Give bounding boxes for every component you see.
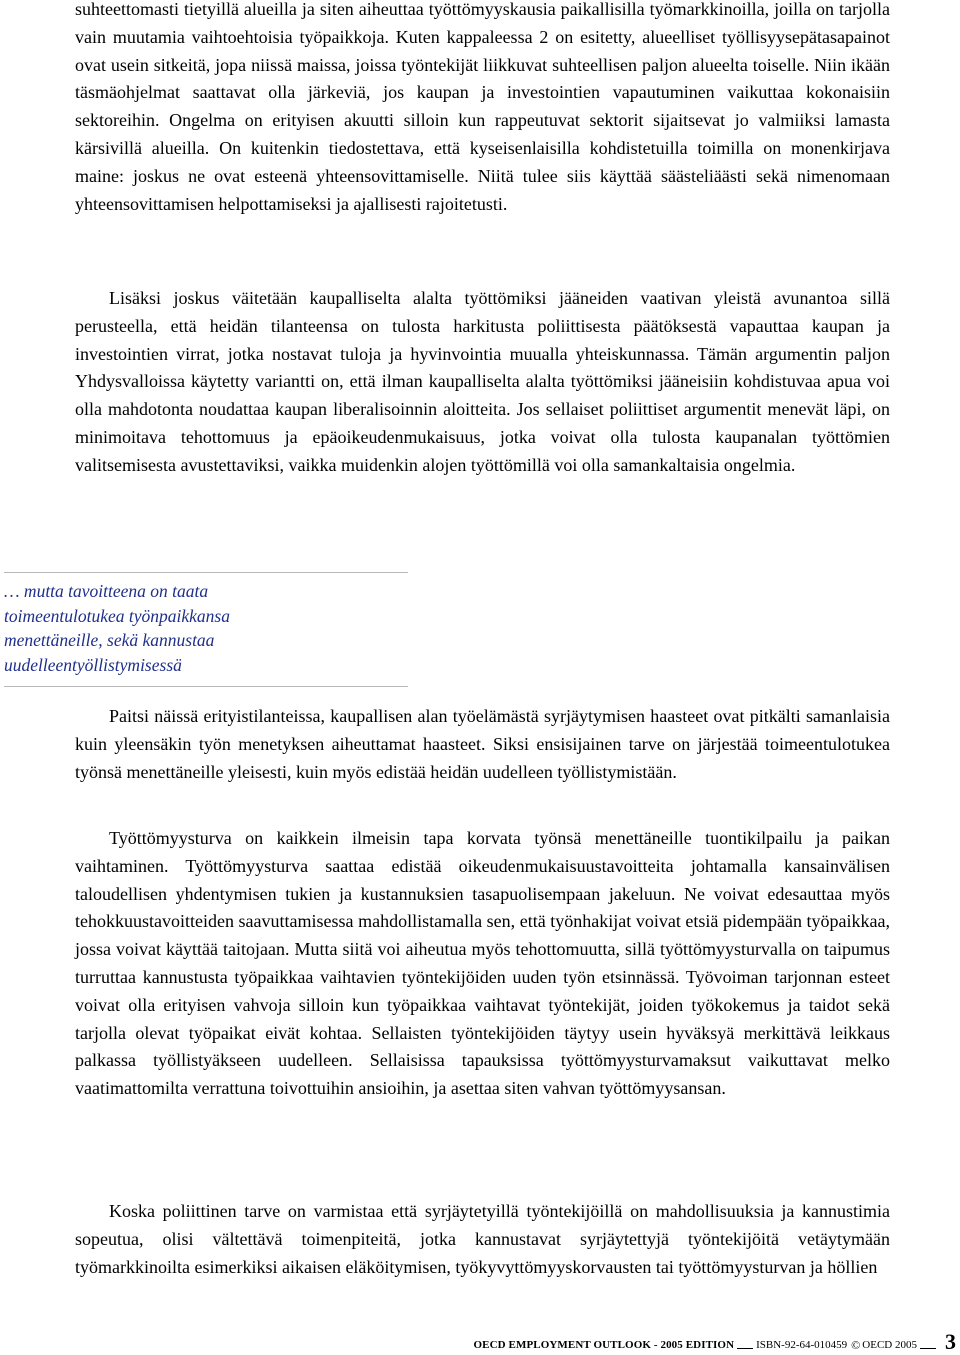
footer-isbn: ISBN-92-64-010459 [756,1339,848,1351]
paragraph-1-text: suhteettomasti tietyillä alueilla ja siten aiheuttaa työttömyyskausia paikallisilla työmarkkinoilla, joilla on tarjolla vain muutamia vaihtoehtoisia työpaikkoja. Kuten kappaleessa 2 on esitetty, alueelliset työllisyysepätasapainot ovat usein sitkeitä, jopa niissä maissa, joissa työntekijät liikkuvat suhteellisen paljon alueelta toiselle. Niin ikään täsmäohjelmat saattavat olla järkeviä, jos kaupan ja investointien vapautuminen vaikuttaa kokonaisiin sektoreihin. Ongelma on erityisen akuutti silloin kun rappeutuvat sektorit sijaitsevat jo valmiiksi lamasta kärsivillä alueilla. On kuitenkin tiedostettava, että kyseisenlaisilla kohdistetuilla toimilla on monenkirjava maine: joskus ne ovat esteenä yhteensovittamiselle. Niitä tulee siis käyttää säästeliäästi sekä nimenomaan yhteensovittamisen helpottamiseksi ja ajallisesti rajoitetusti. [75,0,890,214]
footer-copyright: OECD 2005 [862,1339,917,1351]
footer-separator [920,1348,936,1349]
margin-note-text: … mutta tavoitteena on taata toimeentulotukea työnpaikkansa menettäneille, sekä kannustaa uudelleentyöllistymisessä [4,581,230,675]
margin-note-top-rule [4,572,408,573]
copyright-icon: © [851,1338,861,1352]
paragraph-5-text: Koska poliittinen tarve on varmistaa että syrjäytetyillä työntekijöillä on mahdollisuuksia ja kannustimia sopeutua, olisi vältettävä toimenpiteitä, jotka kannustavat syrjäytettyjä työntekijöitä vetäytymään työmarkkinoilta esimerkiksi aikaisen eläköitymisen, työkyvyttömyyskorvausten tai työttömyysturvan ja höllien [75,1201,890,1277]
margin-note [4,572,408,687]
paragraph-3-text: Paitsi näissä erityistilanteissa, kaupallisen alan työelämästä syrjäytymisen haasteet ovat pitkälti samanlaisia kuin yleensäkin työn menetyksen aiheuttamat haasteet. Siksi ensisijainen tarve on järjestää toimeentulotukea työnsä menettäneille yleisesti, kuin myös edistää heidän uudelleen työllistymistään. [75,706,890,782]
paragraph-4 [75,825,890,1103]
paragraph-5 [75,1198,890,1281]
margin-note-bottom-rule [4,686,408,687]
paragraph-4-text: Työttömyysturva on kaikkein ilmeisin tapa korvata työnsä menettäneille tuontikilpailu ja paikan vaihtaminen. Työttömyysturva saattaa edistää oikeudenmukaisuustavoitteita johtamalla kansainvälisen taloudellisen yhdentymisen tukien ja kustannuksien tasapuolisempaan jakeluun. Ne voivat edesauttaa myös tehokkuustavoitteiden saavuttamisessa mahdollistamalla sen, että työnhakijat voivat etsiä pidempään työpaikkaa, jossa voivat käyttää taitojaan. Mutta siitä voi aiheutua myös tehottomuutta, sillä työttömyysturvalla on taipumus turruttaa kannustusta työpaikkaa vaihtavien työntekijöiden uuden työn etsinnässä. Työvoiman tarjonnan esteet voivat olla erityisen vahvoja silloin kun työpaikkaa vaihtavat työntekijät, joiden työkokemus ja taidot sekä tarjolla olevat työpaikat eivät kohtaa. Sellaisten työntekijöiden täytyy usein hyväksyä merkittävä leikkaus palkassa työllistyäkseen uudelleen. Sellaisissa tapauksissa työttömyysturvamaksut vaikuttavat melko vaatimattomilta verrattuna toivottuihin ansioihin, ja asettaa siten vahvan työttömyysansan. [75,828,890,1099]
paragraph-3 [75,703,890,786]
paragraph-2-text: Lisäksi joskus väitetään kaupalliselta alalta työttömiksi jääneiden vaativan yleistä avunantoa sillä perusteella, että heidän tilanteensa on tulosta harkitusta poliittisesta päätöksestä vapauttaa kaupan ja investointien virrat, jotka nostavat tuloja ja hyvinvointia muualla yhteiskunnassa. Tämän argumentin paljon Yhdysvalloissa käytetty variantti on, että ilman kaupalliselta alalta työttömiksi jääneisiin kohdistuvaa apua voi olla mahdotonta noudattaa kaupan liberalisoinnin aloitteita. Jos sellaiset poliittiset argumentit menevät läpi, on minimoitava tehottomuus ja epäoikeudenmukaisuus, jotka voivat olla tulosta kaupanalan työttömien valitsemisesta avustettaviksi, vaikka muidenkin alojen työttömillä voi olla samankaltaisia ongelmia. [75,288,890,475]
page-number: 3 [945,1329,956,1354]
page-footer [474,1327,956,1355]
paragraph-1 [75,0,890,218]
footer-edition: OECD EMPLOYMENT OUTLOOK - 2005 EDITION [473,1339,735,1351]
paragraph-2 [75,285,890,480]
footer-separator [737,1348,753,1349]
